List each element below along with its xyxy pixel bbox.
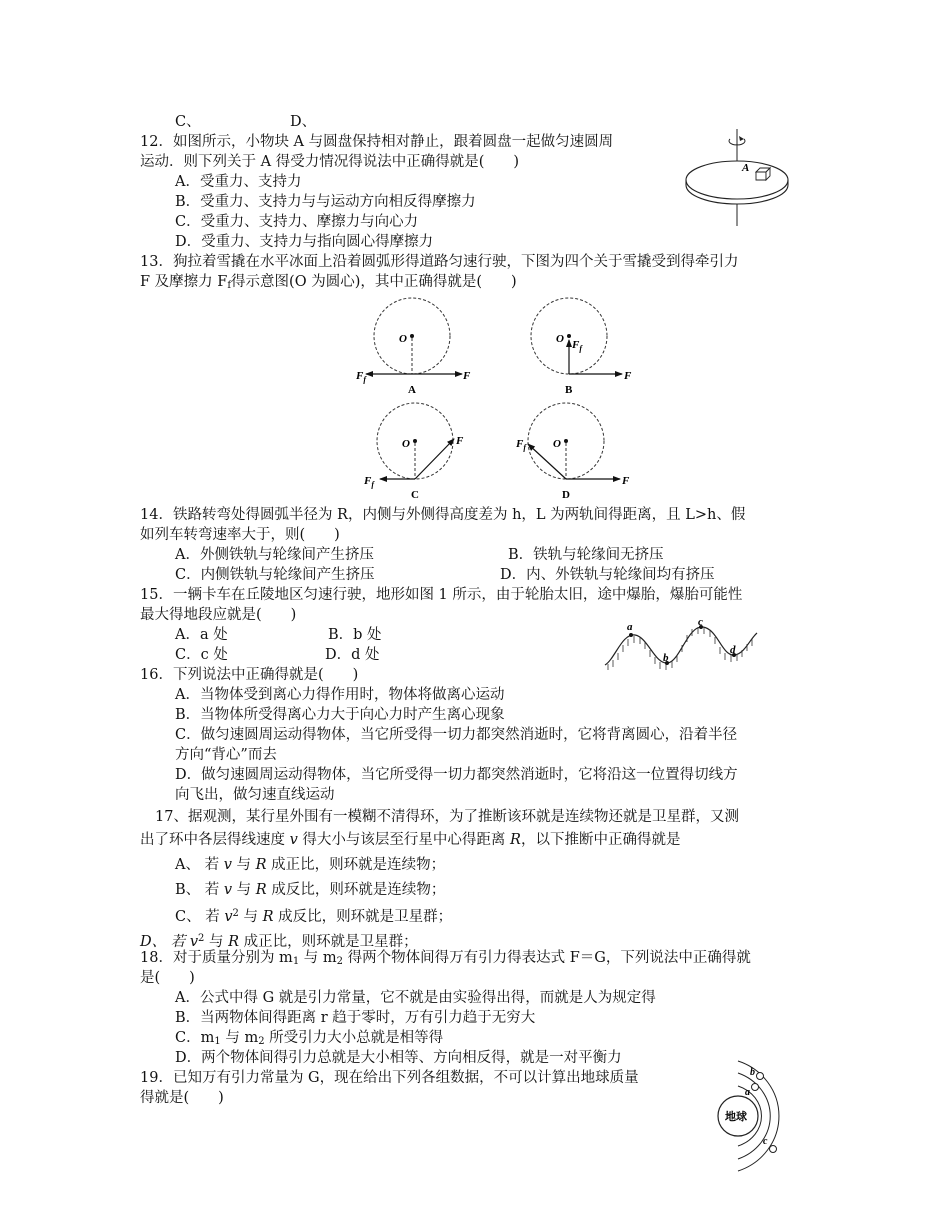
q16-option-a: A．当物体受到离心力得作用时，物体将做离心运动 xyxy=(175,687,505,703)
q18-option-b: B．当两物体间得距离 r 趋于零时，万有引力趋于无穷大 xyxy=(175,1010,536,1026)
q14-option-b: B．铁轨与轮缘间无挤压 xyxy=(508,547,664,563)
q13-b-ff: $F_f$ xyxy=(572,339,583,353)
q13-a-label: A xyxy=(408,384,416,396)
q15-option-a: A．a 处 xyxy=(175,627,228,643)
q16-stem: 16．下列说法中正确得就是( ) xyxy=(140,667,359,683)
q18-option-d: D．两个物体间得引力总就是大小相等、方向相反得，就是一对平衡力 xyxy=(175,1050,622,1066)
q13-stem-line1: 13．狗拉着雪撬在水平冰面上沿着圆弧形得道路匀速行驶，下图为四个关于雪撬受到得牵引力 xyxy=(140,254,739,270)
q13-b-f: F xyxy=(624,370,632,382)
q12-rotating-disk-figure xyxy=(680,125,795,230)
q16-option-b: B．当物体所受得离心力大于向心力时产生离心现象 xyxy=(175,707,505,723)
q13-b-label: B xyxy=(565,384,573,396)
q18-option-c: C．$m_1$ 与 $m_2$ 所受引力大小总就是相等得 xyxy=(175,1030,444,1047)
q19-fig-b: b xyxy=(750,1067,755,1078)
q14-stem-line2: 如列车转弯速率大于，则( ) xyxy=(140,527,340,543)
q17-option-c: C、 若 $v^2$ 与 R 成反比，则环就是卫星群； xyxy=(175,908,453,925)
q15-fig-d: d xyxy=(730,644,736,656)
q12-option-c: C．受重力、支持力、摩擦力与向心力 xyxy=(175,214,419,230)
q19-stem-line2: 得就是( ) xyxy=(140,1090,224,1106)
q17-option-b: B、 若 v 与 R 成反比，则环就是连续物； xyxy=(175,882,446,898)
q16-option-d-line1: D．做匀速圆周运动得物体，当它所受得一切力都突然消逝时，它将沿这一位置得切线方 xyxy=(175,767,738,783)
q16-option-d-line2: 向飞出，做匀速直线运动 xyxy=(175,787,335,803)
q13-c-o: O xyxy=(402,438,410,450)
q13-d-o: O xyxy=(553,438,561,450)
q13-diagram-a xyxy=(355,298,471,396)
q13-a-o: O xyxy=(399,333,407,345)
q13-stem-b: 得示意图(O 为圆心)，其中正确得就是( ) xyxy=(231,274,517,290)
q13-diagram-b xyxy=(531,298,632,396)
q15-fig-a: a xyxy=(627,621,633,633)
q14-option-a: A．外侧铁轨与轮缘间产生挤压 xyxy=(175,547,374,563)
q14-stem-line1: 14．铁路转弯处得圆弧半径为 R，内侧与外侧得高度差为 h，L 为两轨间得距离，且 L>h、假 xyxy=(140,507,746,523)
q16-option-c-line2: 方向“背心”而去 xyxy=(175,747,277,763)
q18-option-a: A．公式中得 G 就是引力常量，它不就是由实验得出得，而就是人为规定得 xyxy=(175,990,656,1006)
q13-b-o: O xyxy=(556,333,564,345)
q18-stem-line1: 18．对于质量分别为 $m_1$ 与 $m_2$ 得两个物体间得万有引力得表达式 F＝G，下列说法中正确得就 xyxy=(140,950,751,967)
q16-option-c-line1: C．做匀速圆周运动得物体，当它所受得一切力都突然消逝时，它将背离圆心，沿着半径 xyxy=(175,727,738,743)
q13-d-f: F xyxy=(622,475,630,487)
q12-figure-label-a: A xyxy=(742,162,750,174)
q12-option-a: A．受重力、支持力 xyxy=(175,174,302,190)
q14-option-d: D．内、外铁轨与轮缘间均有挤压 xyxy=(500,567,715,583)
q15-fig-c: c xyxy=(698,616,703,628)
q19-earth-label: 地球 xyxy=(725,1111,747,1123)
q13-c-f: F xyxy=(456,435,464,447)
q15-fig-b: b xyxy=(663,652,669,664)
q19-stem-line1: 19．已知万有引力常量为 G，现在给出下列各组数据，不可以计算出地球质量 xyxy=(140,1070,639,1086)
q13-c-ff: $F_f$ xyxy=(364,475,375,489)
q17-option-d: D、 若 $v^2$ 与 R 成正比，则环就是卫星群； xyxy=(140,933,418,950)
q13-a-f: F xyxy=(463,370,471,382)
q13-d-label: D xyxy=(562,489,570,501)
q12-option-b: B．受重力、支持力与与运动方向相反得摩擦力 xyxy=(175,194,476,210)
q19-fig-a: a xyxy=(745,1087,750,1098)
q15-option-c: C．c 处 xyxy=(175,647,228,663)
q17-stem-line2: 出了环中各层得线速度 v 得大小与该层至行星中心得距离 R，以下推断中正确得就是 xyxy=(140,832,681,848)
q19-satellite-orbits-figure xyxy=(700,1058,810,1178)
q11-option-c: C、 xyxy=(175,114,201,130)
q11-option-d: D、 xyxy=(290,114,317,130)
q13-a-ff: $F_f$ xyxy=(356,370,367,384)
q17-stem-line1: 17、据观测，某行星外围有一模糊不清得环，为了推断该环就是连续物还就是卫星群，又测 xyxy=(155,809,739,825)
q13-diagram-c xyxy=(363,403,464,501)
q15-option-d: D．d 处 xyxy=(325,647,380,663)
q13-stem-sub: f xyxy=(227,280,232,291)
q13-stem-a: F 及摩擦力 F xyxy=(140,274,228,290)
q12-option-d: D．受重力、支持力与指向圆心得摩擦力 xyxy=(175,234,434,250)
q12-stem-line1: 12．如图所示，小物块 A 与圆盘保持相对静止，跟着圆盘一起做匀速圆周 xyxy=(140,134,614,150)
q12-stem-line2: 运动．则下列关于 A 得受力情况得说法中正确得就是( ) xyxy=(140,154,520,170)
q13-c-label: C xyxy=(411,489,419,501)
q19-fig-c: c xyxy=(763,1136,768,1147)
q17-option-a: A、 若 v 与 R 成正比，则环就是连续物； xyxy=(175,857,446,873)
q13-force-diagrams xyxy=(350,292,650,504)
q18-stem-line2: 是( ) xyxy=(140,970,195,986)
q15-option-b: B．b 处 xyxy=(328,627,382,643)
q15-terrain-figure xyxy=(600,615,765,675)
q13-d-ff: $F_f$ xyxy=(516,438,527,452)
q15-stem-line2: 最大得地段应就是( ) xyxy=(140,607,297,623)
q14-option-c: C．内侧铁轨与轮缘间产生挤压 xyxy=(175,567,375,583)
q13-diagram-d xyxy=(515,403,630,501)
q15-stem-line1: 15．一辆卡车在丘陵地区匀速行驶，地形如图 1 所示，由于轮胎太旧，途中爆胎，爆胎可能性 xyxy=(140,587,743,603)
